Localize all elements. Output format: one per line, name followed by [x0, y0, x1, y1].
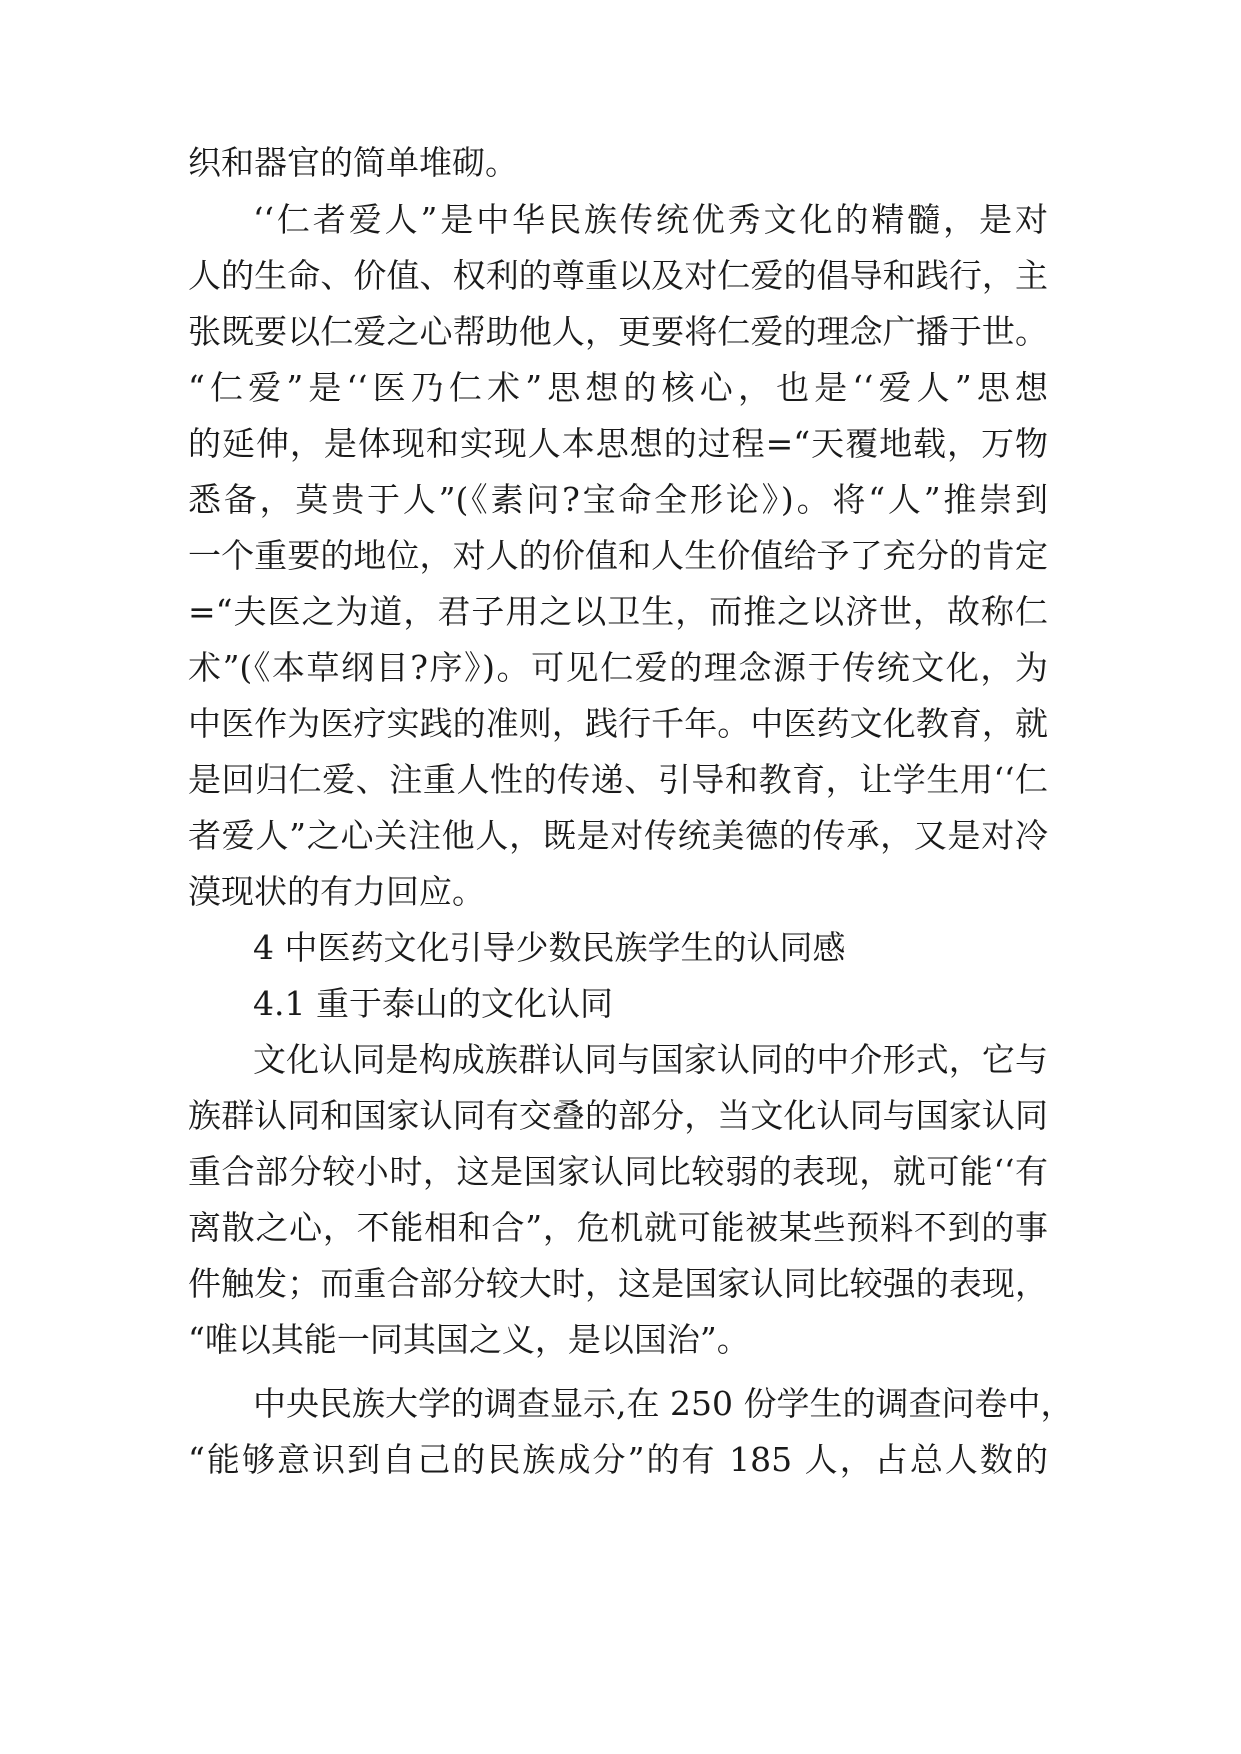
section-heading: 4 中医药文化引导少数民族学生的认同感 — [253, 928, 846, 967]
text-line: ‘‘仁者爱人”是中华民族传统优秀文化的精髓，是对 — [253, 200, 1048, 239]
text-line: 中央民族大学的调查显示,在 250 份学生的调查问卷中， — [253, 1384, 1074, 1423]
text-line: =“夫医之为道，君子用之以卫生，而推之以济世，故称仁 — [188, 592, 1048, 631]
text-line: “能够意识到自己的民族成分”的有 185 人，占总人数的 — [188, 1440, 1048, 1479]
text-line: 悉备，莫贵于人”(《素问?宝命全形论》)。将“人”推崇到 — [188, 480, 1048, 519]
text-line: 族群认同和国家认同有交叠的部分，当文化认同与国家认同 — [188, 1096, 1048, 1135]
text-line: “仁爱”是‘‘医乃仁术”思想的核心，也是‘‘爱人”思想 — [188, 368, 1048, 407]
text-line: 术”(《本草纲目?序》)。可见仁爱的理念源于传统文化，为 — [188, 648, 1048, 687]
text-line: 文化认同是构成族群认同与国家认同的中介形式，它与 — [253, 1040, 1048, 1079]
text-line: 的延伸，是体现和实现人本思想的过程=“天覆地载，万物 — [188, 424, 1048, 463]
text-line: 重合部分较小时，这是国家认同比较弱的表现，就可能‘‘有 — [188, 1152, 1048, 1191]
text-line: 人的生命、价值、权利的尊重以及对仁爱的倡导和践行，主 — [188, 256, 1048, 295]
text-line: 是回归仁爱、注重人性的传递、引导和教育，让学生用‘‘仁 — [188, 760, 1048, 799]
text-line: 张既要以仁爱之心帮助他人，更要将仁爱的理念广播于世。 — [188, 312, 1048, 351]
text-line: 件触发；而重合部分较大时，这是国家认同比较强的表现， — [188, 1264, 1048, 1303]
text-line: 织和器官的简单堆砌。 — [188, 143, 518, 182]
text-line: 漠现状的有力回应。 — [188, 872, 485, 911]
subsection-heading: 4.1 重于泰山的文化认同 — [253, 984, 613, 1023]
text-line: 离散之心，不能相和合”，危机就可能被某些预料不到的事 — [188, 1208, 1048, 1247]
text-line: 中医作为医疗实践的准则，践行千年。中医药文化教育，就 — [188, 704, 1048, 743]
text-line: 者爱人”之心关注他人，既是对传统美德的传承，又是对冷 — [188, 816, 1048, 855]
text-line: “唯以其能一同其国之义，是以国治”。 — [188, 1320, 750, 1359]
text-line: 一个重要的地位，对人的价值和人生价值给予了充分的肯定 — [188, 536, 1048, 575]
